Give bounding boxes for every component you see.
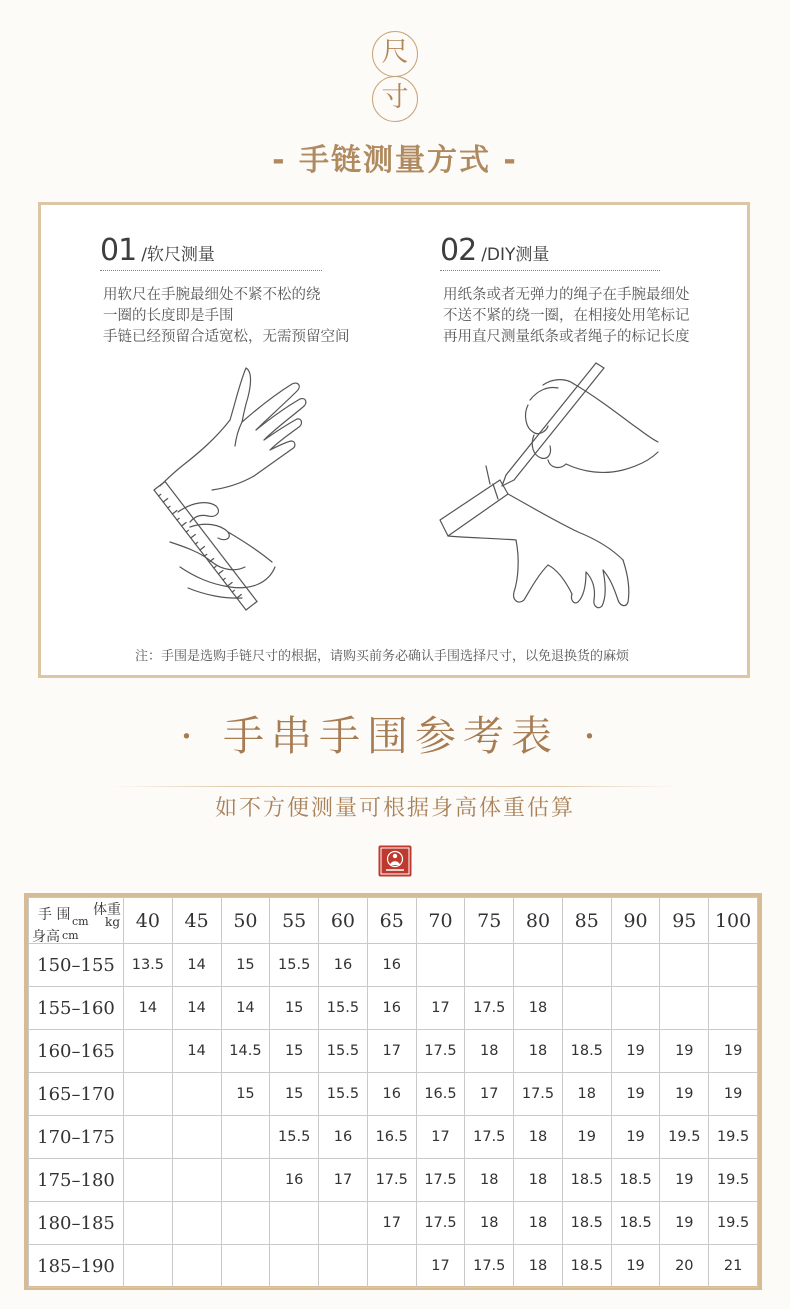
wrist-size-cell: 17.5 — [416, 1030, 465, 1073]
weight-header: 100 — [709, 898, 758, 944]
wrist-size-cell: 15 — [221, 1073, 270, 1116]
wrist-size-cell — [416, 944, 465, 987]
wrist-size-cell — [660, 987, 709, 1030]
wrist-size-cell — [172, 1159, 221, 1202]
reference-table-title: 手串手围参考表 — [223, 712, 559, 760]
wrist-size-cell — [611, 987, 660, 1030]
wrist-size-cell: 18 — [562, 1073, 611, 1116]
wrist-size-cell: 18.5 — [611, 1159, 660, 1202]
wrist-size-cell — [709, 987, 758, 1030]
table-corner-cell — [29, 898, 124, 944]
wrist-size-cell: 16.5 — [367, 1116, 416, 1159]
wrist-size-cell: 19.5 — [660, 1116, 709, 1159]
wrist-size-cell — [124, 1159, 173, 1202]
weight-header: 40 — [124, 898, 173, 944]
wrist-size-cell — [124, 1245, 173, 1288]
wrist-size-cell: 18 — [514, 1159, 563, 1202]
wrist-size-cell: 16 — [367, 987, 416, 1030]
method-1-number: 01 — [100, 233, 137, 268]
wrist-size-cell — [465, 944, 514, 987]
wrist-size-cell: 17 — [416, 987, 465, 1030]
wrist-size-cell: 16 — [319, 1116, 368, 1159]
wrist-size-cell: 18 — [514, 1116, 563, 1159]
wrist-size-cell — [660, 944, 709, 987]
wrist-size-table — [24, 893, 762, 1290]
wrist-size-cell: 14 — [172, 987, 221, 1030]
wrist-size-cell: 21 — [709, 1245, 758, 1288]
method-2-divider — [440, 270, 660, 271]
method-1-heading — [100, 233, 215, 268]
wrist-size-cell: 17.5 — [465, 987, 514, 1030]
method-1-line: 手链已经预留合适宽松，无需预留空间 — [103, 329, 350, 345]
method-2-line: 再用直尺测量纸条或者绳子的标记长度 — [443, 329, 690, 345]
wrist-size-cell — [270, 1202, 319, 1245]
wrist-size-cell: 19 — [660, 1030, 709, 1073]
wrist-size-cell — [221, 1159, 270, 1202]
wrist-size-cell — [221, 1116, 270, 1159]
wrist-size-cell: 17 — [367, 1202, 416, 1245]
method-2-number: 02 — [440, 233, 477, 268]
height-range-label: 170–175 — [29, 1116, 124, 1159]
wrist-size-cell: 19 — [611, 1030, 660, 1073]
wrist-size-cell: 14.5 — [221, 1030, 270, 1073]
table-row — [29, 1073, 758, 1116]
method-2-label: /DIY测量 — [481, 245, 550, 265]
wrist-size-cell — [124, 1030, 173, 1073]
weight-header: 55 — [270, 898, 319, 944]
wrist-size-cell — [611, 944, 660, 987]
wrist-size-cell: 18.5 — [611, 1202, 660, 1245]
title-dot-left: · — [180, 712, 194, 760]
wrist-size-cell: 15.5 — [319, 1073, 368, 1116]
table-row — [29, 944, 758, 987]
wrist-size-cell — [319, 1245, 368, 1288]
corner-height-unit: cm — [62, 929, 79, 942]
method-1-label: /软尺测量 — [141, 245, 215, 265]
wrist-size-cell — [172, 1116, 221, 1159]
wrist-size-cell: 18 — [465, 1159, 514, 1202]
weight-header: 50 — [221, 898, 270, 944]
corner-weight-unit: kg — [105, 915, 120, 929]
size-table — [28, 897, 758, 1288]
height-range-label: 180–185 — [29, 1202, 124, 1245]
method-1-divider — [100, 270, 322, 271]
wrist-size-cell: 13.5 — [124, 944, 173, 987]
reference-subtitle: 如不方便测量可根据身高体重估算 — [215, 796, 576, 821]
wrist-size-cell: 19 — [709, 1030, 758, 1073]
wrist-size-cell — [270, 1245, 319, 1288]
wrist-size-cell: 17 — [465, 1073, 514, 1116]
wrist-size-cell: 17 — [416, 1245, 465, 1288]
height-range-label: 155–160 — [29, 987, 124, 1030]
wrist-size-cell: 18.5 — [562, 1030, 611, 1073]
wrist-size-cell: 18 — [514, 987, 563, 1030]
measure-section-title: - 手链测量方式 - — [272, 143, 518, 178]
method-2-description — [443, 285, 690, 348]
height-range-label: 165–170 — [29, 1073, 124, 1116]
weight-header: 60 — [319, 898, 368, 944]
wrist-size-cell — [221, 1202, 270, 1245]
table-row — [29, 987, 758, 1030]
wrist-size-cell: 19.5 — [709, 1202, 758, 1245]
weight-header: 90 — [611, 898, 660, 944]
weight-header: 85 — [562, 898, 611, 944]
wrist-size-cell: 14 — [172, 944, 221, 987]
wrist-size-cell: 20 — [660, 1245, 709, 1288]
hand-with-tape-measure-icon — [150, 362, 315, 612]
wrist-size-cell: 18.5 — [562, 1202, 611, 1245]
height-range-label: 175–180 — [29, 1159, 124, 1202]
wrist-size-cell: 15.5 — [319, 987, 368, 1030]
red-seal-icon — [378, 845, 412, 877]
wrist-size-cell: 17.5 — [416, 1202, 465, 1245]
wrist-size-cell: 14 — [221, 987, 270, 1030]
wrist-size-cell: 19.5 — [709, 1159, 758, 1202]
wrist-size-cell — [562, 987, 611, 1030]
corner-weight-label: 体重 — [93, 902, 121, 918]
wrist-size-cell — [367, 1245, 416, 1288]
table-row — [29, 1030, 758, 1073]
wrist-size-cell: 17.5 — [465, 1245, 514, 1288]
corner-height-label: 身高 — [32, 929, 60, 945]
height-range-label: 185–190 — [29, 1245, 124, 1288]
wrist-size-cell: 17 — [319, 1159, 368, 1202]
method-1-description — [103, 285, 350, 348]
wrist-size-cell: 19 — [562, 1116, 611, 1159]
table-row — [29, 1245, 758, 1288]
wrist-size-cell: 18.5 — [562, 1159, 611, 1202]
wrist-size-cell: 17.5 — [416, 1159, 465, 1202]
wrist-size-cell: 19 — [660, 1073, 709, 1116]
corner-wrist-unit: cm — [72, 915, 89, 928]
title-divider — [108, 786, 680, 787]
wrist-size-cell: 17.5 — [514, 1073, 563, 1116]
wrist-size-cell: 16 — [319, 944, 368, 987]
badge-cun: 寸 — [372, 76, 418, 122]
wrist-size-cell: 18 — [465, 1202, 514, 1245]
badge-chi: 尺 — [372, 31, 418, 77]
weight-header: 75 — [465, 898, 514, 944]
wrist-size-cell: 18 — [514, 1202, 563, 1245]
wrist-size-cell: 15 — [270, 1073, 319, 1116]
weight-header: 70 — [416, 898, 465, 944]
wrist-size-cell: 16 — [367, 1073, 416, 1116]
wrist-size-cell: 19 — [611, 1245, 660, 1288]
wrist-size-cell: 18.5 — [562, 1245, 611, 1288]
wrist-size-cell: 17.5 — [367, 1159, 416, 1202]
wrist-size-cell: 15.5 — [270, 1116, 319, 1159]
wrist-size-cell: 19 — [660, 1159, 709, 1202]
wrist-size-cell: 17 — [367, 1030, 416, 1073]
wrist-size-cell: 16 — [367, 944, 416, 987]
table-header-row — [29, 898, 758, 944]
wrist-size-cell: 16.5 — [416, 1073, 465, 1116]
weight-header: 65 — [367, 898, 416, 944]
wrist-size-cell — [514, 944, 563, 987]
wrist-size-cell — [172, 1245, 221, 1288]
hand-marking-paper-strip-icon — [438, 360, 668, 615]
wrist-size-cell: 18 — [514, 1245, 563, 1288]
method-2-line: 不送不紧的绕一圈，在相接处用笔标记 — [443, 308, 690, 324]
height-range-label: 150–155 — [29, 944, 124, 987]
weight-header: 45 — [172, 898, 221, 944]
wrist-size-cell: 19.5 — [709, 1116, 758, 1159]
wrist-size-cell — [319, 1202, 368, 1245]
wrist-size-cell — [562, 944, 611, 987]
wrist-size-cell: 14 — [172, 1030, 221, 1073]
wrist-size-cell: 15.5 — [319, 1030, 368, 1073]
title-dot-right: · — [583, 712, 597, 760]
method-1-line: 一圈的长度即是手围 — [103, 308, 234, 324]
wrist-size-cell — [124, 1202, 173, 1245]
table-row — [29, 1116, 758, 1159]
wrist-size-cell — [709, 944, 758, 987]
table-row — [29, 1202, 758, 1245]
wrist-size-cell: 16 — [270, 1159, 319, 1202]
weight-header: 80 — [514, 898, 563, 944]
wrist-size-cell: 18 — [465, 1030, 514, 1073]
method-2-line: 用纸条或者无弹力的绳子在手腕最细处 — [443, 287, 690, 303]
wrist-size-cell — [172, 1073, 221, 1116]
table-body — [29, 944, 758, 1288]
weight-header: 95 — [660, 898, 709, 944]
wrist-size-cell: 19 — [611, 1073, 660, 1116]
wrist-size-cell: 17 — [416, 1116, 465, 1159]
wrist-size-cell: 15.5 — [270, 944, 319, 987]
corner-wrist-label: 手 围 — [38, 907, 71, 923]
height-range-label: 160–165 — [29, 1030, 124, 1073]
table-row — [29, 1159, 758, 1202]
method-2-heading — [440, 233, 550, 268]
wrist-size-cell: 15 — [270, 1030, 319, 1073]
measure-note: 注：手围是选购手链尺寸的根据，请购买前务必确认手围选择尺寸，以免退换货的麻烦 — [135, 649, 630, 664]
wrist-size-cell — [124, 1116, 173, 1159]
wrist-size-cell — [124, 1073, 173, 1116]
wrist-size-cell: 19 — [611, 1116, 660, 1159]
wrist-size-cell: 19 — [709, 1073, 758, 1116]
wrist-size-cell: 19 — [660, 1202, 709, 1245]
wrist-size-cell — [221, 1245, 270, 1288]
wrist-size-cell — [172, 1202, 221, 1245]
wrist-size-cell: 17.5 — [465, 1116, 514, 1159]
wrist-size-cell: 15 — [270, 987, 319, 1030]
wrist-size-cell: 18 — [514, 1030, 563, 1073]
wrist-size-cell: 15 — [221, 944, 270, 987]
wrist-size-cell: 14 — [124, 987, 173, 1030]
method-1-line: 用软尺在手腕最细处不紧不松的绕 — [103, 287, 321, 303]
